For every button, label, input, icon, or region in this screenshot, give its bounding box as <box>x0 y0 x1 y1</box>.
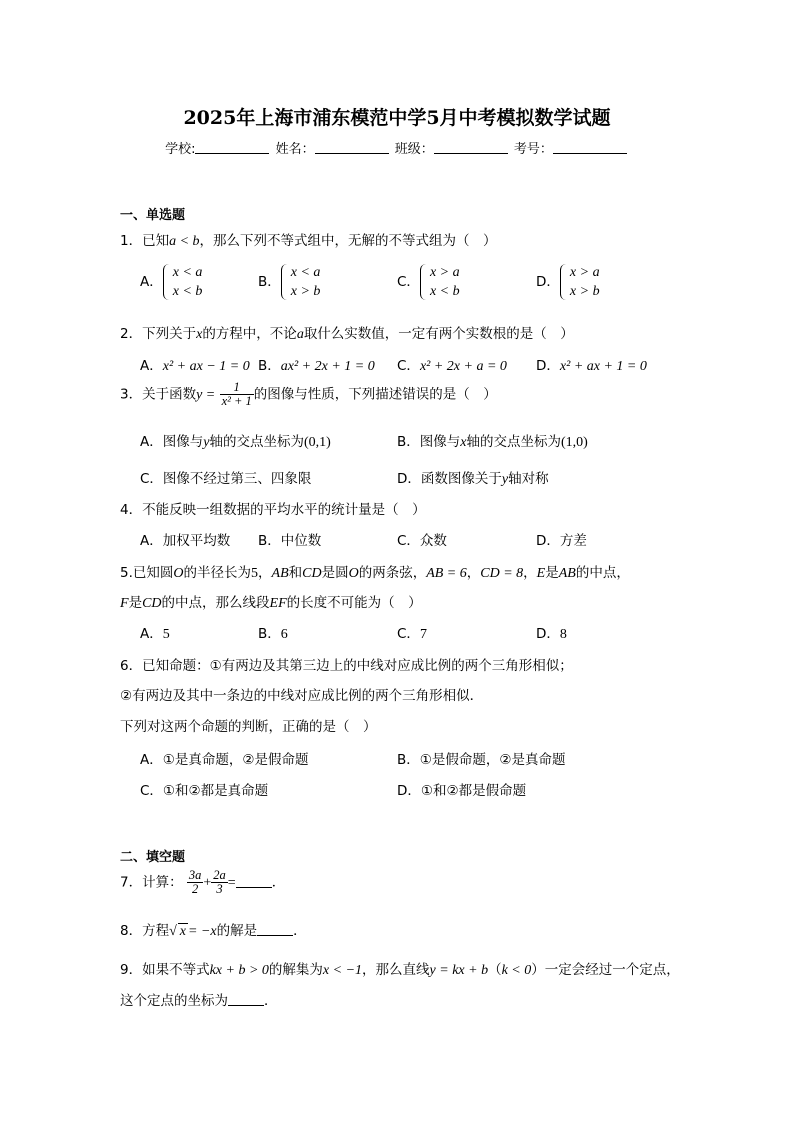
q7-answer-blank[interactable] <box>236 876 272 888</box>
question-2: 2．下列关于x的方程中，不论a取什么实数值，一定有两个实数根的是（ ） <box>120 326 574 342</box>
q1-condition: a < b <box>169 234 200 249</box>
question-5-line-2: F是CD的中点，那么线段EF的长度不可能为（ ） <box>120 595 422 611</box>
q1-c-system: x > a x < b <box>420 263 460 301</box>
name-blank[interactable] <box>315 141 389 154</box>
q6-option-c[interactable]: C．①和②都是真命题 <box>140 783 269 799</box>
q4-option-a[interactable]: A．加权平均数 <box>140 533 231 549</box>
q1-a-system: x < a x < b <box>163 263 203 301</box>
question-9-line-1: 9．如果不等式kx + b > 0的解集为x < −1，那么直线y = kx + b（k < 0）一定会经过一个定点， <box>120 962 680 978</box>
q1-option-d[interactable] <box>536 263 600 301</box>
question-8: 8．方程√ x = −x的解是 ． <box>120 923 307 939</box>
section-single-choice: 一、单选题 <box>120 208 186 223</box>
q6-option-b[interactable]: B．①是假命题，②是真命题 <box>397 752 566 768</box>
section-fill-in: 二、填空题 <box>120 850 186 865</box>
q5-option-c[interactable]: C．7 <box>397 626 427 642</box>
q1-c-label: C． <box>397 274 420 290</box>
q1-a-label: A． <box>140 274 163 290</box>
q1-prefix: 1．已知 <box>120 233 170 249</box>
q6-option-a[interactable]: A．①是真命题，②是假命题 <box>140 752 309 768</box>
q1-b-system: x < a x > b <box>281 263 321 301</box>
question-3: 3．关于函数y = $\frac{1}{\text{x² + 1}}$ 的图像与性质，下列描述错误的是（ ） <box>120 380 497 408</box>
q3-option-b[interactable]: B．图像与x轴的交点坐标为(1,0) <box>397 434 588 450</box>
q1-option-b[interactable] <box>258 263 320 301</box>
q2-option-c[interactable]: C．x² + 2x + a = 0 <box>397 358 507 374</box>
q6-option-d[interactable]: D．①和②都是假命题 <box>397 783 527 799</box>
q5-option-b[interactable]: B．6 <box>258 626 288 642</box>
q4-option-b[interactable]: B．中位数 <box>258 533 322 549</box>
student-info-line <box>0 138 794 157</box>
question-6-line-3: 下列对这两个命题的判断，正确的是（ ） <box>120 719 377 735</box>
q2-option-b[interactable]: B．ax² + 2x + 1 = 0 <box>258 358 375 374</box>
q1-d-label: D． <box>536 274 560 290</box>
name-label: 姓名： <box>275 142 315 157</box>
question-1 <box>120 229 497 250</box>
class-blank[interactable] <box>434 141 508 154</box>
question-5-line-1: 5.已知圆O的半径长为5，AB和CD是圆O的两条弦，AB = 6，CD = 8，E是AB的中点， <box>120 565 630 581</box>
question-6-line-1: 6．已知命题：①有两边及其第三边上的中线对应成比例的两个三角形相似； <box>120 658 573 674</box>
q3-option-c[interactable]: C．图像不经过第三、四象限 <box>140 471 312 487</box>
question-4: 4．不能反映一组数据的平均水平的统计量是（ ） <box>120 502 426 518</box>
class-label: 班级： <box>394 142 434 157</box>
q4-option-c[interactable]: C．众数 <box>397 533 447 549</box>
question-9-line-2: 这个定点的坐标为 ． <box>120 993 278 1009</box>
school-blank[interactable] <box>195 141 269 154</box>
q1-option-c[interactable] <box>397 263 460 301</box>
q9-answer-blank[interactable] <box>228 994 264 1006</box>
q2-option-a[interactable]: A．x² + ax − 1 = 0 <box>140 358 250 374</box>
q5-option-d[interactable]: D．8 <box>536 626 567 642</box>
q1-b-label: B． <box>258 274 281 290</box>
examno-label: 考号： <box>513 142 553 157</box>
q1-text: ，那么下列不等式组中，无解的不等式组为（ ） <box>199 233 497 249</box>
q3-option-a[interactable]: A．图像与y轴的交点坐标为(0,1) <box>140 434 331 450</box>
q5-option-a[interactable]: A．5 <box>140 626 170 642</box>
question-7: 7．计算： $\frac{3a}{2}$ + $\frac{2a}{3}$ = ． <box>120 868 286 896</box>
q8-radicand: x <box>179 924 186 939</box>
q3-fraction: $\frac{1}{\text{x² + 1}}$ <box>221 380 252 408</box>
q3-option-d[interactable]: D．函数图像关于y轴对称 <box>397 471 549 487</box>
examno-blank[interactable] <box>553 141 627 154</box>
page-title: 2025年上海市浦东模范中学5月中考模拟数学试题 <box>183 107 611 129</box>
school-label: 学校: <box>165 142 196 157</box>
q8-answer-blank[interactable] <box>257 924 293 936</box>
q4-option-d[interactable]: D．方差 <box>536 533 587 549</box>
q7-fraction-1: $\frac{3a}{2}$ <box>188 868 202 896</box>
q2-option-d[interactable]: D．x² + ax + 1 = 0 <box>536 358 647 374</box>
q1-d-system: x > a x > b <box>560 263 600 301</box>
q7-fraction-2: $\frac{2a}{3}$ <box>213 868 226 896</box>
question-6-line-2: ②有两边及其中一条边的中线对应成比例的两个三角形相似． <box>120 688 484 704</box>
q1-option-a[interactable] <box>140 263 202 301</box>
